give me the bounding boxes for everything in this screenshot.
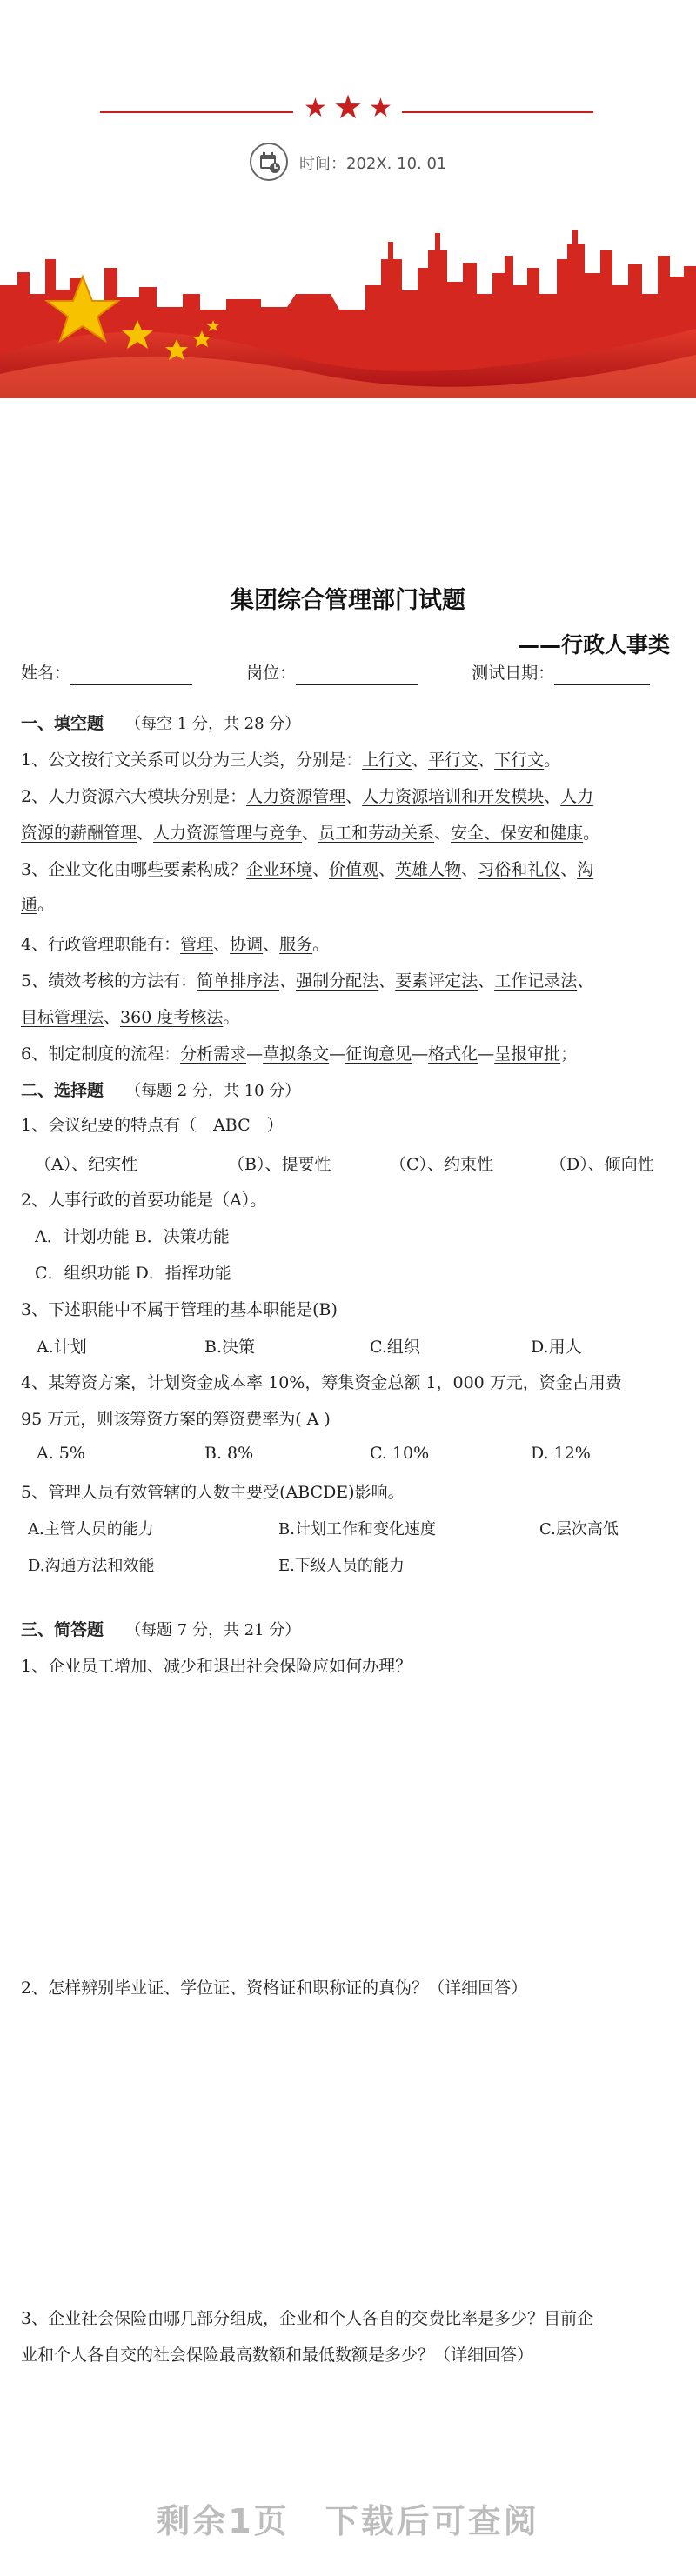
star-icon: ★ — [333, 88, 364, 126]
calendar-icon — [250, 143, 288, 181]
remaining-pages-notice[interactable]: 剩余1页 下载后可查阅 — [157, 2502, 539, 2540]
short-answer-question-3: 3、企业社会保险由哪几部分组成，企业和个人各自的交费比率是多少？目前企 — [21, 2309, 594, 2328]
fill-question-1: 1、公文按行文关系可以分为三大类，分别是：上行文、平行文、下行文。 — [21, 751, 561, 770]
section-choice-heading: 二、选择题 （每题 2 分，共 10 分） — [21, 1081, 301, 1100]
choice-question-2-options-1: A．计划功能 B．决策功能 — [35, 1227, 230, 1246]
choice-question-3-options: A.计划 B.决策 C.组织 D.用人 — [37, 1338, 582, 1357]
choice-question-5: 5、管理人员有效管辖的人数主要受(ABCDE)影响。 — [21, 1483, 405, 1502]
fill-question-5-cont: 目标管理法、360 度考核法。 — [21, 1008, 240, 1027]
fill-question-6: 6、制定制度的流程：分析需求—草拟条文—征询意见—格式化—呈报审批； — [21, 1044, 578, 1064]
header-date: 时间：202X. 10. 01 — [299, 155, 447, 173]
star-icon: ★ — [304, 93, 327, 123]
choice-question-1-options: （A）、纪实性 （B）、提要性 （C）、约束性 （D）、倾向性 — [35, 1155, 654, 1174]
doc-subtitle: ——行政人事类 — [517, 632, 670, 657]
test-date-label: 测试日期： — [472, 664, 555, 683]
position-blank — [296, 667, 418, 685]
short-answer-question-1: 1、企业员工增加、减少和退出社会保险应如何办理？ — [21, 1657, 412, 1676]
fill-question-2-cont: 资源的薪酬管理、人力资源管理与竞争、员工和劳动关系、安全、保安和健康。 — [21, 824, 600, 843]
section-short-answer-heading: 三、简答题 （每题 7 分，共 21 分） — [21, 1620, 301, 1639]
fill-question-4: 4、行政管理职能有：管理、协调、服务。 — [21, 935, 330, 954]
name-label: 姓名： — [21, 664, 71, 683]
info-fields — [21, 661, 675, 685]
choice-question-4: 4、某筹资方案，计划资金成本率 10%，筹集资金总额 1，000 万元，资金占用费 — [21, 1373, 622, 1392]
fill-question-3: 3、企业文化由哪些要素构成？企业环境、价值观、英雄人物、习俗和礼仪、沟 — [21, 860, 594, 879]
fill-question-2: 2、人力资源六大模块分别是：人力资源管理、人力资源培训和开发模块、人力 — [21, 787, 594, 806]
doc-title: 集团综合管理部门试题 — [231, 587, 465, 614]
position-label: 岗位： — [246, 664, 297, 683]
short-answer-question-2: 2、怎样辨别毕业证、学位证、资格证和职称证的真伪？（详细回答） — [21, 1979, 528, 1998]
choice-question-4-cont: 95 万元，则该筹资方案的筹资费率为( A ) — [21, 1410, 331, 1429]
header-rule-left — [100, 111, 293, 113]
fill-question-5: 5、绩效考核的方法有：简单排序法、强制分配法、要素评定法、工作记录法、 — [21, 971, 594, 991]
star-icon: ★ — [369, 93, 392, 123]
header-rule-right — [402, 111, 593, 113]
skyline-banner — [0, 224, 696, 398]
choice-question-1: 1、会议纪要的特点有（ ABC ） — [21, 1116, 284, 1135]
short-answer-question-3-cont: 业和个人各自交的社会保险最高数额和最低数额是多少？（详细回答） — [21, 2346, 534, 2365]
choice-question-5-options-2: D.沟通方法和效能 E.下级人员的能力 — [28, 1557, 405, 1575]
choice-question-3: 3、下述职能中不属于管理的基本职能是(B) — [21, 1300, 338, 1319]
name-blank — [70, 667, 192, 685]
choice-question-5-options-1: A.主管人员的能力 B.计划工作和变化速度 C.层次高低 — [28, 1520, 619, 1538]
choice-question-4-options: A. 5% B. 8% C. 10% D. 12% — [37, 1444, 591, 1463]
fill-question-3-cont: 通。 — [21, 895, 55, 914]
section-fill-blank-heading: 一、填空题 （每空 1 分，共 28 分） — [21, 714, 301, 733]
test-date-blank — [554, 667, 650, 685]
choice-question-2-options-2: C．组织功能 D．指挥功能 — [35, 1264, 231, 1283]
choice-question-2: 2、人事行政的首要功能是（A）。 — [21, 1191, 267, 1210]
